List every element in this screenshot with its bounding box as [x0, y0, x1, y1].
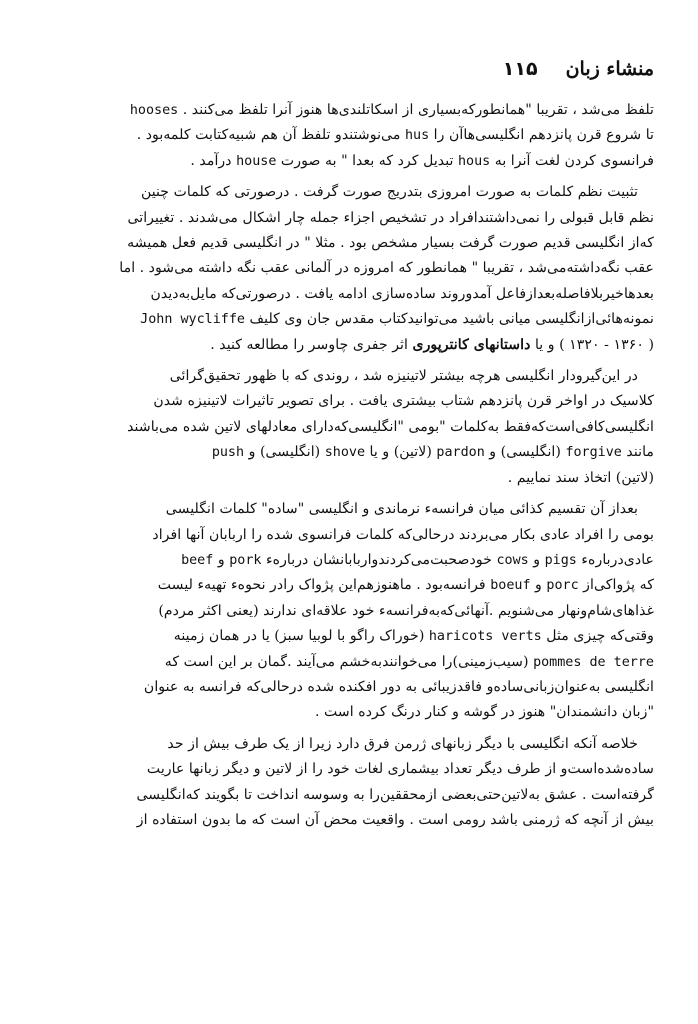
text-segment: و: [217, 551, 225, 568]
latin-term: forgive: [565, 445, 622, 461]
latin-term: porc: [546, 578, 579, 594]
paragraph: [62, 98, 654, 174]
latin-term: pork: [229, 552, 262, 568]
text-segment: نظم قابل قبولی را نمی‌داشتندافراد در تشخیص اجزاء جمله چار اشکال می‌شدند . تغییراتی: [127, 209, 654, 226]
text-line: [62, 675, 654, 700]
text-line: [62, 415, 654, 440]
text-segment: تلفظ می‌شد ، تقریبا "همانطورکه‌بسیاری از اسکاتلندی‌ها هنوز آنرا تلفظ می‌کنند .: [182, 102, 654, 118]
text-line: [62, 256, 654, 281]
text-line: [62, 389, 654, 414]
text-line: [62, 231, 654, 256]
text-line: [62, 364, 654, 389]
text-segment: اثر جفری چاوسر را مطالعه کنید .: [210, 336, 408, 353]
text-segment: بومی را افراد عادی بکار می‌بردند درحالی‌که کلمات فرانسوی شده را اربابان آنها افراد: [152, 526, 654, 543]
page-number: ۱۱۵: [502, 58, 538, 80]
running-header: [62, 58, 654, 98]
latin-term: pigs: [544, 552, 577, 568]
text-segment: می‌نوشتندو تلفظ آن هم شبیه‌کتابت کلمه‌بود .: [136, 127, 401, 144]
text-segment: بیش از آنچه که ژرمنی باشد رومی است . واقعیت محض آن است که ما بدون استفاده از: [136, 811, 654, 828]
text-line: [62, 548, 654, 573]
text-segment: بعداز آن تقسیم کذائی میان فرانسه‌ء نرماندی و انگلیسی "ساده" کلمات انگلیسی: [165, 501, 638, 518]
text-segment: در این‌گیرودار انگلیسی هرچه بیشتر لاتینیزه شد ، روندی که با ظهور تحقیق‌گرائی: [169, 368, 638, 385]
text-line: [62, 700, 654, 725]
text-segment: (انگلیسی) و: [248, 444, 321, 461]
latin-term: cows: [496, 552, 529, 568]
text-line: [62, 149, 654, 174]
text-segment: گرفته‌است . عشق به‌لاتین‌حتی‌بعضی ازمحققین‌را به وسوسه انداخت تا بگویند که‌انگلیسی: [136, 786, 654, 803]
text-segment: درآمد .: [190, 152, 232, 169]
text-segment: غذاهای‌شام‌ونهار می‌شنویم .آنهائی‌که‌به‌فرانسه‌ء خود علاقه‌ای ندارند (یعنی اکثر مردم): [158, 602, 654, 619]
text-line: [62, 98, 654, 123]
text-segment: وقتی‌که چیزی مثل: [546, 628, 654, 645]
latin-term: hous: [457, 153, 491, 169]
text-segment: مانند: [626, 444, 654, 461]
book-title: داستانهای کانترپوری: [412, 336, 531, 353]
text-segment: که پژواکی‌از: [583, 577, 654, 594]
latin-term: haricots verts: [428, 629, 542, 645]
book-page: [62, 58, 654, 978]
latin-term: shove: [324, 445, 366, 461]
latin-term: push: [211, 445, 245, 461]
text-line: [62, 599, 654, 624]
text-segment: خلاصه آنکه انگلیسی با دیگر زبانهای ژرمن فرق دارد زیرا از یک طرف بیش از حد: [167, 735, 638, 752]
latin-term: house: [236, 153, 277, 169]
text-segment: (خوراک راگو با لوبیا سبز) یا در همان زمینه: [173, 628, 425, 645]
text-segment: (انگلیسی) و: [489, 444, 561, 461]
text-line: [62, 497, 654, 522]
text-line: [62, 440, 654, 465]
text-segment: نمونه‌هائی‌ازانگلیسی میانی باشید می‌توانیدکتاب مقدس جان وی کلیف: [249, 311, 654, 328]
text-segment: "زبان دانشمندان" هنوز در گوشه و کنار درنگ کرده است .: [314, 704, 654, 721]
text-line: [62, 573, 654, 598]
text-line: [62, 783, 654, 808]
paragraph: [62, 732, 654, 834]
text-segment: فرانسوی کردن لغت آنرا به: [494, 152, 654, 169]
latin-term: beef: [181, 552, 214, 568]
text-line: [62, 180, 654, 205]
text-line: [62, 624, 654, 649]
latin-term: hooses: [129, 103, 179, 118]
text-segment: ( ۱۳۶۰ - ۱۳۲۰ ) و یا: [534, 336, 654, 353]
text-segment: خودصحبت‌می‌کردندواربابانشان درباره‌ء: [265, 551, 492, 568]
paragraph: [62, 364, 654, 491]
text-segment: تا شروع قرن پانزدهم انگلیسی‌هاآن را: [433, 127, 654, 144]
text-segment: عادی‌درباره‌ء: [581, 551, 654, 568]
text-line: [62, 123, 654, 148]
text-line: [62, 466, 654, 491]
text-segment: (لاتین) اتخاذ سند نماییم .: [507, 469, 654, 486]
text-segment: کلاسیک در اواخر قرن پانزدهم شتاب بیشتری یافت . برای تصویر تاثیرات لاتینیزه شدن: [153, 393, 654, 410]
text-line: [62, 808, 654, 833]
text-segment: تبدیل کرد که بعدا " به صورت: [280, 152, 454, 169]
text-segment: فرانسه‌بود . ماهنوزهم‌این پژواک رادر نحوه‌ء تهیه‌ء لیست: [157, 577, 486, 594]
text-segment: و: [533, 551, 541, 568]
text-segment: (سیب‌زمینی)را می‌خوانندبه‌خشم می‌آیند .گمان بر این است که: [164, 653, 529, 670]
text-segment: (لاتین) و یا: [369, 444, 432, 461]
latin-term: hus: [404, 128, 430, 144]
text-line: [62, 650, 654, 675]
latin-term: pommes de terre: [533, 654, 654, 670]
text-line: [62, 206, 654, 231]
text-segment: ساده‌شده‌است‌و از طرف دیگر تعداد بیشماری لغات خود را از لاتین و دیگر زبانها عاریت: [146, 761, 654, 778]
text-segment: عقب نگه‌داشته‌می‌شد ، تقریبا " همانطور که امروزه در آلمانی عقب نگه داشته می‌شود . اما: [119, 260, 654, 277]
text-segment: انگلیسی به‌عنوان‌زبانی‌ساده‌و فاقدزیبائی به دور افکنده شده درحالی‌که فرانسه به عنوان: [143, 678, 654, 695]
latin-term: boeuf: [490, 578, 531, 594]
latin-term: John wycliffe: [140, 312, 245, 328]
paragraph: [62, 180, 654, 358]
paragraph: [62, 497, 654, 726]
text-line: [62, 523, 654, 548]
text-segment: که‌از انگلیسی قدیم صورت گرفت بسیار مشخص بود . مثلا " در انگلیسی قدیم فعل همیشه: [127, 235, 654, 252]
text-segment: انگلیسی‌کافی‌است‌که‌فقط به‌کلمات "بومی "انگلیسی‌که‌دارای معادلهای لاتین شده می‌باشند: [127, 418, 654, 435]
text-line: [62, 732, 654, 757]
running-title: منشاء زبان: [565, 58, 654, 80]
text-line: [62, 307, 654, 332]
text-line: [62, 333, 654, 358]
text-line: [62, 757, 654, 782]
latin-term: pardon: [436, 445, 485, 461]
text-line: [62, 282, 654, 307]
text-segment: تثبیت نظم کلمات به صورت امروزی بتدریج صورت گرفت . درصورتی که کلمات چنین: [140, 184, 638, 201]
text-segment: و: [535, 577, 542, 594]
text-segment: بعدهاخیربلافاصله‌بعدازفاعل آمدوروند ساده‌سازی ادامه یافت . درصورتی‌که مایل‌به‌دیدن: [150, 285, 654, 302]
